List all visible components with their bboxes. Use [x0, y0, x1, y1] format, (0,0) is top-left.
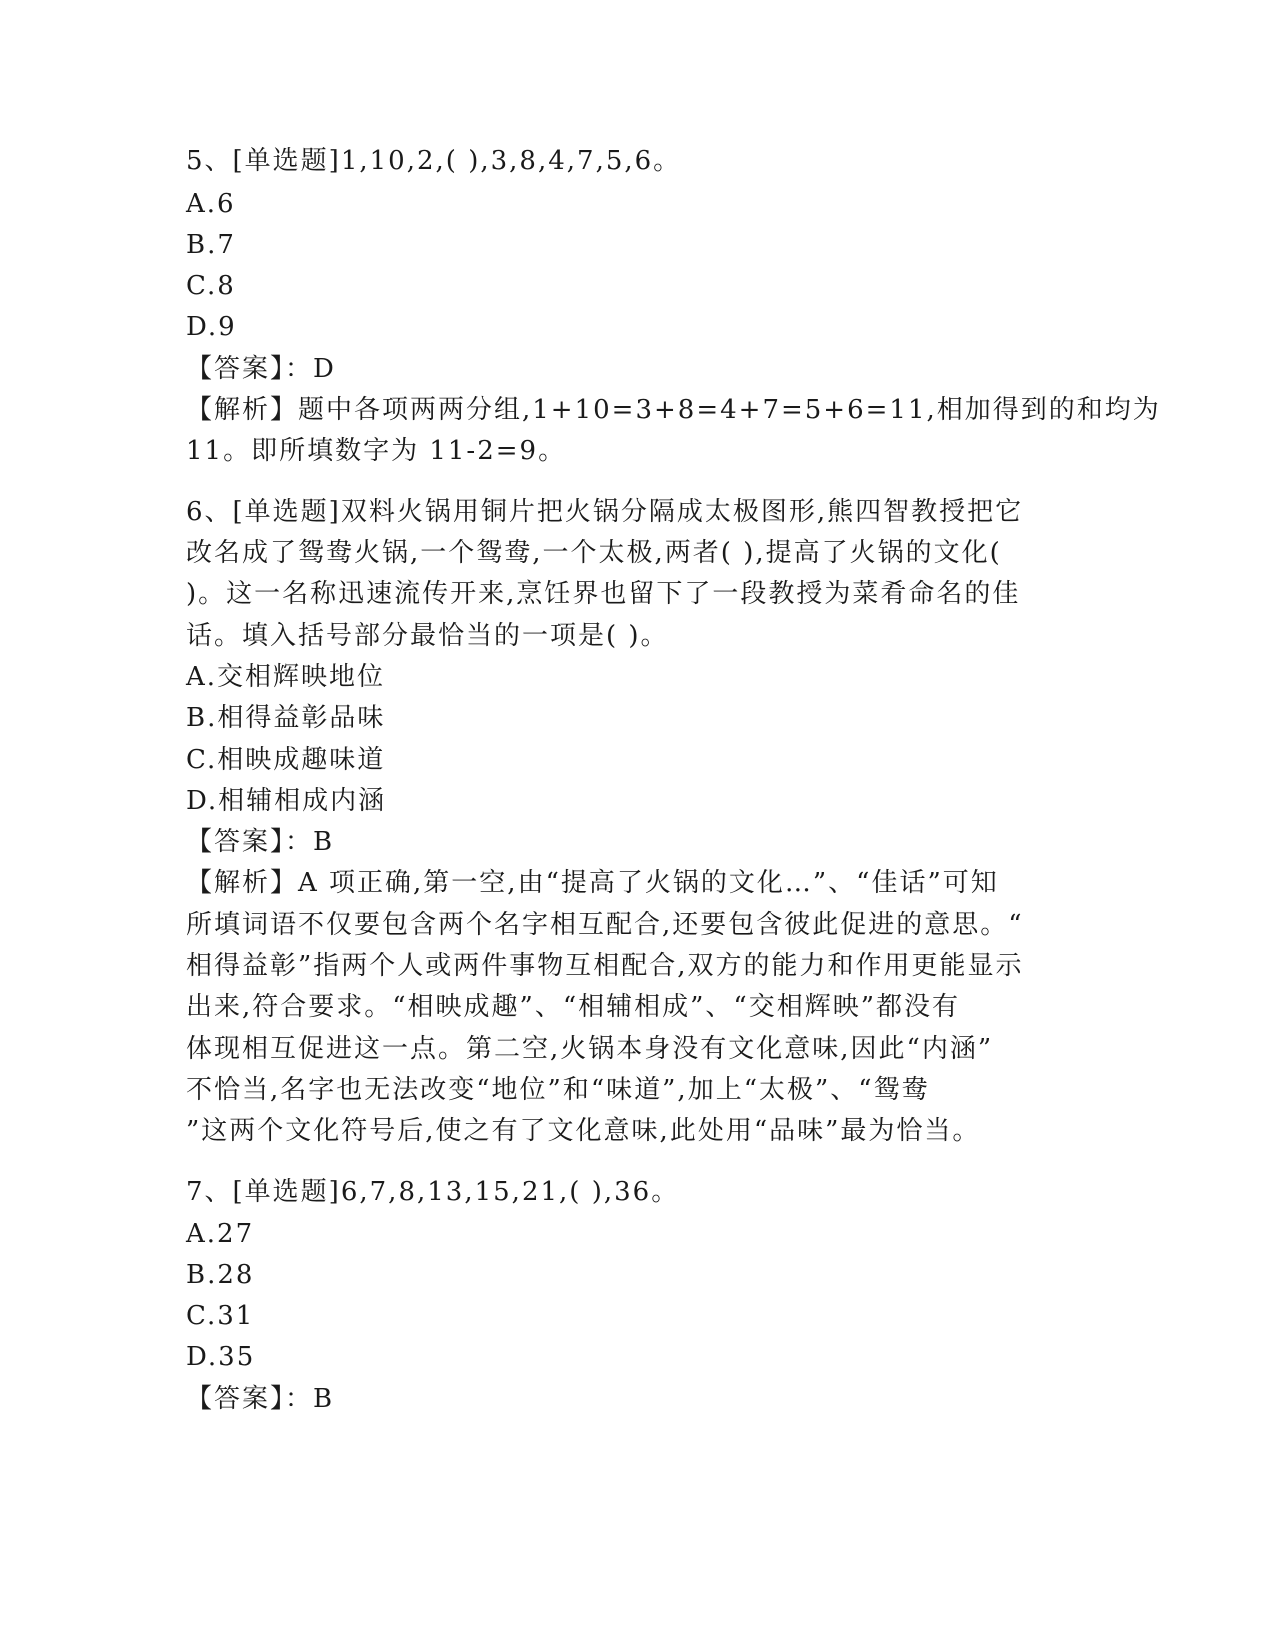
option-c: C.8: [186, 271, 236, 301]
analysis-line: 不恰当,名字也无法改变“地位”和“味道”,加上“太极”、“鸳鸯: [186, 1075, 930, 1105]
option-a: A.6: [186, 189, 236, 219]
question-stem: )。这一名称迅速流传开来,烹饪界也留下了一段教授为菜肴命名的佳: [186, 579, 1021, 609]
question-stem: 6、[单选题]双料火锅用铜片把火锅分隔成太极图形,熊四智教授把它: [186, 497, 1024, 527]
option-b: B.7: [186, 230, 236, 260]
analysis-line: 11。即所填数字为 11-2=9。: [186, 436, 567, 466]
option-c: C.相映成趣味道: [186, 745, 386, 775]
option-a: A.27: [186, 1219, 255, 1249]
analysis-line: 相得益彰”指两个人或两件事物互相配合,双方的能力和作用更能显示: [186, 951, 1024, 981]
question-stem: 改名成了鸳鸯火锅,一个鸳鸯,一个太极,两者( ),提高了火锅的文化(: [186, 538, 1002, 568]
answer-line: 【答案】：B: [186, 827, 335, 857]
question-stem: 话。填入括号部分最恰当的一项是( )。: [186, 621, 669, 651]
answer-line: 【答案】：B: [186, 1384, 335, 1414]
analysis-line: 出来,符合要求。“相映成趣”、“相辅相成”、“交相辉映”都没有: [186, 992, 961, 1022]
analysis-line: 【解析】A 项正确,第一空,由“提高了火锅的文化…”、“佳话”可知: [186, 868, 999, 898]
analysis-line: ”这两个文化符号后,使之有了文化意味,此处用“品味”最为恰当。: [186, 1116, 981, 1146]
analysis-line: 所填词语不仅要包含两个名字相互配合,还要包含彼此促进的意思。“: [186, 910, 1024, 940]
analysis-line: 体现相互促进这一点。第二空,火锅本身没有文化意味,因此“内涵”: [186, 1034, 994, 1064]
option-b: B.28: [186, 1260, 255, 1290]
answer-line: 【答案】：D: [186, 354, 336, 384]
analysis-line: 【解析】题中各项两两分组,1+10=3+8=4+7=5+6=11,相加得到的和均为: [186, 395, 1161, 425]
option-b: B.相得益彰品味: [186, 703, 386, 733]
option-d: D.35: [186, 1342, 256, 1372]
option-a: A.交相辉映地位: [186, 662, 386, 692]
question-stem: 5、[单选题]1,10,2,( ),3,8,4,7,5,6。: [186, 146, 682, 176]
question-stem: 7、[单选题]6,7,8,13,15,21,( ),36。: [186, 1177, 680, 1207]
option-c: C.31: [186, 1301, 255, 1331]
option-d: D.相辅相成内涵: [186, 786, 387, 816]
option-d: D.9: [186, 312, 237, 342]
